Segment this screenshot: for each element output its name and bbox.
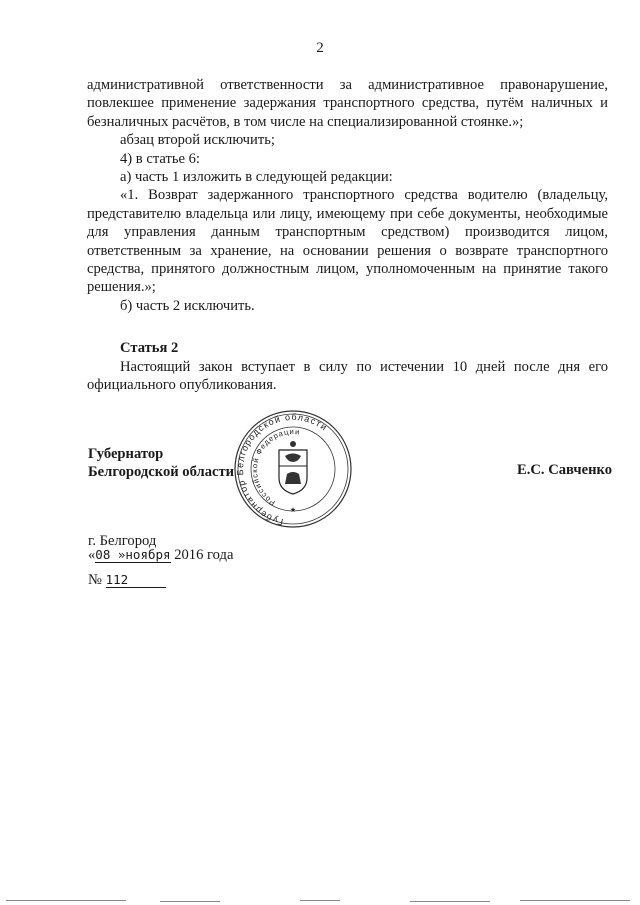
governor-title-line2: Белгородской области (88, 464, 235, 480)
coat-of-arms-icon (279, 441, 307, 494)
law-number-value: 112 (106, 572, 166, 588)
paragraph-continuation: административной ответственности за административное правонарушение, повлекшее применение задержания транспортного средства, путём наличных и безналичных расчётов, в том числе на специализированной стоянке.»; (87, 77, 608, 130)
article-text: Настоящий закон вступает в силу по истечении 10 дней после дня его официального опубликования. (87, 359, 608, 394)
seal-outer-text: Губернатор Белгородской области (234, 411, 330, 527)
governor-title (88, 445, 234, 481)
page-number: 2 (316, 40, 324, 56)
paragraph-new-wording: «1. Возврат задержанного транспортного средства водителю (владельцу, представителю владельца или лицу, имеющему при себе документы, необходимые для управления данным транспортным средством) производится лицом, ответственным за хранение, на основании решения о возврате транспортного средства, принятого должностным лицом, уполномоченным на принятие такого решения.»; (87, 187, 608, 296)
paragraph-part-1: а) часть 1 изложить в следующей редакции: (120, 169, 393, 186)
city: г. Белгород (88, 533, 157, 549)
date-open-quote: « (88, 547, 96, 563)
seal-star-icon: ★ (289, 506, 297, 514)
law-number-prefix: № (88, 572, 106, 588)
article-heading: Статья 2 (120, 340, 179, 356)
official-seal (229, 408, 357, 530)
law-number-line (88, 572, 166, 589)
paragraph-part-2: б) часть 2 исключить. (120, 297, 255, 314)
scan-artifacts (0, 880, 640, 905)
seal-inner-text: Российской Федерации (250, 426, 301, 508)
date-month: ноября (125, 547, 171, 562)
date-year: 2016 года (170, 547, 234, 563)
document-body (87, 76, 608, 315)
date-line (88, 547, 233, 564)
svg-text:Российской Федерации (250, 427, 301, 508)
governor-title-line1: Губернатор (88, 446, 164, 462)
paragraph-exclude-second: абзац второй исключить; (120, 132, 275, 149)
governor-name: Е.С. Савченко (516, 462, 612, 478)
paragraph-article-6: 4) в статье 6: (120, 150, 200, 167)
date-day: 08 » (95, 547, 126, 562)
